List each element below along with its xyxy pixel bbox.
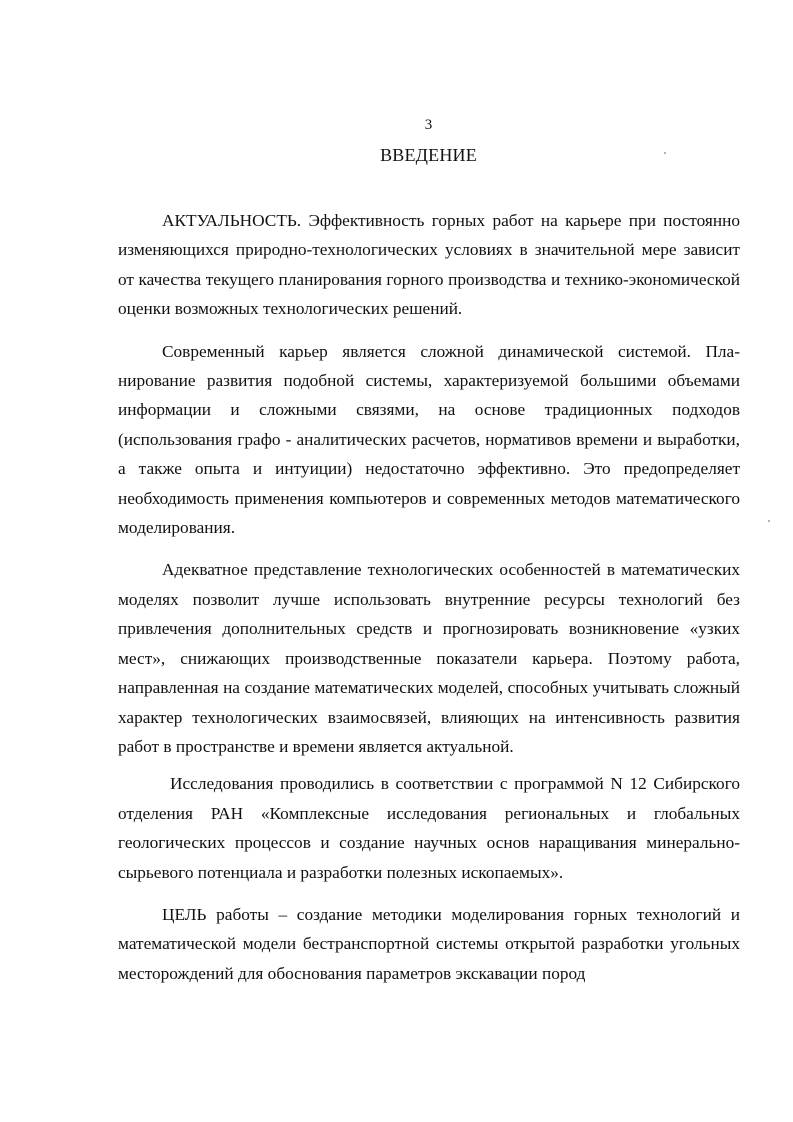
- scan-speck: [768, 520, 770, 522]
- scan-speck: [664, 152, 666, 154]
- paragraph-modern-quarry: Современный карьер является сложной динамической системой. Планирование развития подобной системы, характеризуемой большими объемами информации и сложными связями, на основе традиционных подходов (использования графо - аналитических расчетов, нормативов времени и выработки, а также опыта и интуиции) недостаточно эффективно. Это предопределяет необходимость применения компьютеров и современных методов математического моделирования.: [118, 341, 740, 538]
- page-title: ВВЕДЕНИЕ: [380, 145, 477, 165]
- paragraph-research-program: Исследования проводились в соответствии с программой N 12 Сибирского отделения РАН «Комплексные исследования региональных и глобальных геологических процессов и создание научных основ наращивания минерально-сырьевого потенциала и разработки полезных ископаемых».: [118, 774, 740, 882]
- paragraph-adequate-representation: Адекватное представление технологических особенностей в математических моделях позволит лучше использовать внутренние ресурсы технологий без привлечения дополнительных средств и прогнозировать возникновение «узких мест», снижающих производственные показатели карьера. Поэтому работа, направленная на создание математических моделей, способных учитывать сложный характер технологических взаимосвязей, влияющих на интенсивность развития работ в пространстве и времени является актуальной.: [118, 560, 740, 756]
- document-body: [118, 206, 740, 1001]
- paragraph-relevance: АКТУАЛЬНОСТЬ. Эффективность горных работ на карьере при постоянно изменяющихся природно-технологических условиях в значительной мере зависит от качества текущего планирования горного производства и технико-экономической оценки возможных технологических решений.: [118, 211, 740, 319]
- page-number: 3: [424, 117, 433, 133]
- paragraph-goal: ЦЕЛЬ работы – создание методики моделирования горных технологий и математической модели бестранспортной системы открытой разработки угольных месторождений для обоснования параметров экскавации пород: [118, 904, 740, 983]
